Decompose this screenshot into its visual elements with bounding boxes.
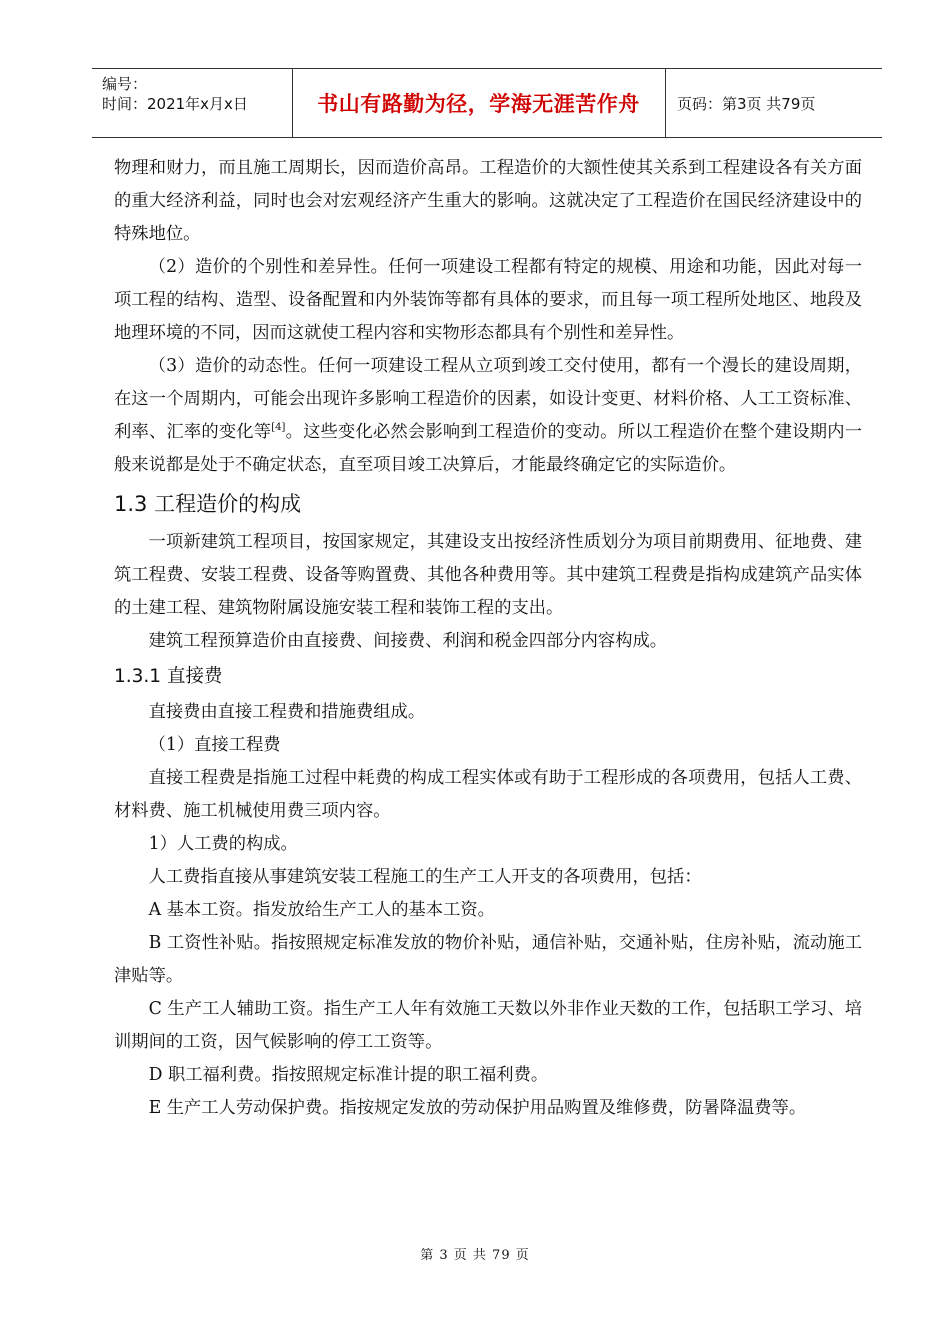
header-time-label: 时间：2021年x月x日 (102, 95, 248, 113)
paragraph-direct-cost: 直接费由直接工程费和措施费组成。 (148, 702, 426, 722)
document-body (114, 152, 862, 1125)
header-motto-cell (292, 69, 666, 137)
header-code-label: 编号： (102, 75, 148, 93)
list-item-a: A 基本工资。指发放给生产工人的基本工资。 (148, 900, 495, 920)
paragraph-continuation: 物理和财力，而且施工周期长，因而造价高昂。工程造价的大额性使其关系到工程建设各有关方面的重大经济利益，同时也会对宏观经济产生重大的影响。这就决定了工程造价在国民经济建设中的特殊地位。 (114, 158, 862, 244)
list-item-b: B 工资性补贴。指按照规定标准发放的物价补贴，通信补贴，交通补贴，住房补贴，流动施工津贴等。 (114, 933, 862, 986)
header-meta-cell (92, 69, 293, 137)
paragraph-individuality: （2）造价的个别性和差异性。任何一项建设工程都有特定的规模、用途和功能，因此对每一项工程的结构、造型、设备配置和内外装饰等都有具体的要求，而且每一项工程所处地区、地段及地理环境的不同，因而这就使工程内容和实物形态都具有个别性和差异性。 (114, 257, 862, 343)
list-item-c: C 生产工人辅助工资。指生产工人年有效施工天数以外非作业天数的工作，包括职工学习、培训期间的工资，因气候影响的停工工资等。 (114, 999, 862, 1052)
paragraph-composition: 一项新建筑工程项目，按国家规定，其建设支出按经济性质划分为项目前期费用、征地费、建筑工程费、安装工程费、设备等购置费、其他各种费用等。其中建筑工程费是指构成建筑产品实体的土建工程、建筑物附属设施安装工程和装饰工程的支出。 (114, 532, 862, 618)
paragraph-budget-parts: 建筑工程预算造价由直接费、间接费、利润和税金四部分内容构成。 (148, 631, 668, 651)
subsection-heading-1-3-1: 1.3.1 直接费 (114, 666, 223, 687)
page-footer: 第 3 页 共 79 页 (420, 1248, 530, 1263)
citation-ref: [4] (271, 422, 286, 434)
header-motto: 书山有路勤为径，学海无涯苦作舟 (317, 92, 640, 116)
dynamics-text-a: （3）造价的动态性。任何一项建设工程从立项到竣工交付使用，都有一个漫长的建设周期，在这一个周期内，可能会出现许多影响工程造价的因素，如设计变更、材料价格、人工工资标准、利率、汇率的变化等 (114, 356, 862, 442)
section-heading-1-3: 1.3 工程造价的构成 (114, 492, 302, 516)
paragraph-direct-engineering: 直接工程费是指施工过程中耗费的构成工程实体或有助于工程形成的各项费用，包括人工费、材料费、施工机械使用费三项内容。 (114, 768, 862, 821)
list-heading-labor: 1）人工费的构成。 (148, 834, 298, 854)
paragraph-labor: 人工费指直接从事建筑安装工程施工的生产工人开支的各项费用，包括： (148, 867, 702, 887)
header-page-info: 页码：第3页 共79页 (677, 94, 816, 113)
list-item-d: D 职工福利费。指按照规定标准计提的职工福利费。 (148, 1065, 549, 1085)
dynamics-text-b: 。这些变化必然会影响到工程造价的变动。所以工程造价在整个建设期内一般来说都是处于不确定状态，直至项目竣工决算后，才能最终确定它的实际造价。 (114, 422, 862, 475)
list-heading-direct-engineering: （1）直接工程费 (148, 735, 281, 755)
page-header (92, 68, 882, 138)
header-page-cell (665, 69, 882, 137)
list-item-e: E 生产工人劳动保护费。指按规定发放的劳动保护用品购置及维修费，防暑降温费等。 (148, 1098, 807, 1118)
paragraph-dynamics (114, 350, 862, 482)
